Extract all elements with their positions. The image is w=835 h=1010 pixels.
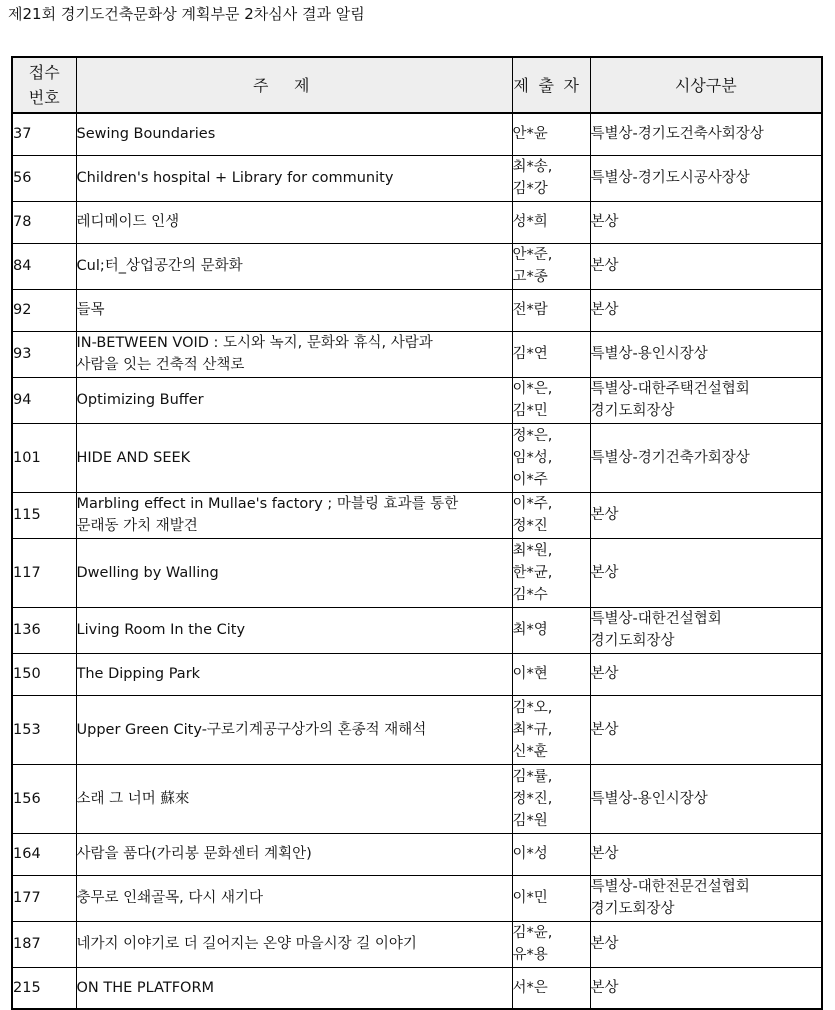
award-line: 본상 [590,846,619,862]
cell-author [512,764,590,833]
topic-line: 소래 그 너머 蘇來 [76,790,190,807]
header-number [12,57,76,113]
cell-author [512,833,590,875]
author-line: 김*윤, [512,925,553,941]
cell-topic [76,538,512,607]
table-body [12,113,822,1009]
cell-number: 93 [12,331,76,377]
cell-award [590,653,822,695]
table-row [12,331,822,377]
table-row [12,243,822,289]
award-line: 특별상-대한전문건설협회 [590,879,750,895]
cell-award [590,289,822,331]
topic-line: Optimizing Buffer [76,392,204,408]
topic-line: 충무로 인쇄골목, 다시 새기다 [76,890,264,906]
award-line: 특별상-용인시장상 [590,790,708,807]
topic-line: 사람을 잇는 건축적 산책로 [76,357,245,373]
cell-topic [76,423,512,492]
cell-author [512,967,590,1009]
cell-number: 156 [12,764,76,833]
author-line: 서*은 [512,979,548,996]
cell-award [590,243,822,289]
author-line: 고*종 [512,269,548,285]
author-line: 안*윤 [512,126,548,143]
topic-line: IN-BETWEEN VOID : 도시와 녹지, 문화와 휴식, 사람과 [76,335,433,351]
cell-topic [76,653,512,695]
cell-author [512,289,590,331]
header-award: 시상구분 [590,57,822,113]
author-line: 최*규, [512,721,553,738]
topic-line: Upper Green City-구로기계공구상가의 혼종적 재해석 [76,721,427,738]
cell-award [590,201,822,243]
author-line: 이*은, [512,381,553,397]
cell-number: 136 [12,607,76,653]
cell-award [590,764,822,833]
cell-topic [76,921,512,967]
table-row [12,423,822,492]
topic-line: Cul;터_상업공간의 문화화 [76,258,243,274]
cell-number: 92 [12,289,76,331]
cell-topic [76,331,512,377]
author-line: 정*진 [512,518,548,534]
award-line: 특별상-대한건설협회 [590,611,722,627]
cell-topic [76,875,512,921]
author-line: 이*민 [512,890,548,906]
table-row [12,764,822,833]
author-line: 김*민 [512,403,548,419]
table-row [12,201,822,243]
cell-topic [76,289,512,331]
cell-number: 115 [12,492,76,538]
header-topic: 주제 [76,57,512,113]
cell-topic [76,967,512,1009]
author-line: 이*주 [512,471,548,488]
cell-author [512,695,590,764]
topic-line: Living Room In the City [76,622,246,638]
award-line: 본상 [590,979,619,996]
cell-topic [76,155,512,201]
author-line: 이*성 [512,846,548,862]
award-line: 본상 [590,214,619,230]
table-row [12,492,822,538]
author-line: 정*진, [512,790,553,807]
cell-number: 187 [12,921,76,967]
award-line: 본상 [590,564,619,581]
cell-topic [76,492,512,538]
award-line: 특별상-대한주택건설협회 [590,381,750,397]
header-number-line-2: 번호 [28,88,60,107]
cell-topic [76,764,512,833]
author-line: 김*연 [512,346,548,362]
cell-author [512,331,590,377]
cell-number: 117 [12,538,76,607]
cell-award [590,875,822,921]
header-row [12,57,822,113]
cell-number: 94 [12,377,76,423]
topic-line: Marbling effect in Mullae's factory ; 마블링 효과를 통한 [76,496,459,512]
cell-topic [76,377,512,423]
cell-award [590,921,822,967]
author-line: 정*은, [512,427,553,444]
cell-award [590,492,822,538]
author-line: 김*오, [512,699,553,716]
table-row [12,921,822,967]
table-row [12,875,822,921]
author-line: 성*희 [512,214,548,230]
author-line: 최*송, [512,159,553,175]
award-line: 특별상-경기도건축사회장상 [590,126,764,143]
author-line: 김*수 [512,586,548,603]
cell-number: 78 [12,201,76,243]
award-line: 경기도회장상 [590,633,675,649]
cell-topic [76,201,512,243]
cell-number: 153 [12,695,76,764]
cell-award [590,607,822,653]
cell-author [512,607,590,653]
table-row [12,695,822,764]
topic-line: The Dipping Park [76,666,201,682]
award-line: 본상 [590,507,619,523]
table-row [12,113,822,155]
cell-author [512,921,590,967]
page-title: 제21회 경기도건축문화상 계획부문 2차심사 결과 알림 [8,5,365,23]
cell-award [590,695,822,764]
cell-award [590,113,822,155]
author-line: 최*영 [512,622,548,638]
cell-author [512,201,590,243]
author-line: 김*률, [512,768,553,785]
table-row [12,607,822,653]
header-author: 제출자 [512,57,590,113]
cell-author [512,155,590,201]
author-line: 이*현 [512,666,548,682]
author-line: 전*람 [512,302,548,318]
cell-number: 150 [12,653,76,695]
table-row [12,967,822,1009]
award-line: 경기도회장상 [590,403,675,419]
topic-line: 네가지 이야기로 더 길어지는 온양 마을시장 길 이야기 [76,936,417,952]
award-line: 본상 [590,936,619,952]
cell-author [512,492,590,538]
cell-topic [76,695,512,764]
award-line: 본상 [590,666,619,682]
topic-line: ON THE PLATFORM [76,979,215,996]
cell-author [512,875,590,921]
author-line: 김*원 [512,812,548,829]
author-line: 유*용 [512,947,548,963]
table-row [12,833,822,875]
author-line: 한*균, [512,564,553,581]
table-row [12,377,822,423]
header-number-line-1: 접수 [28,63,60,82]
cell-topic [76,833,512,875]
cell-award [590,538,822,607]
award-line: 경기도회장상 [590,901,675,917]
cell-number: 215 [12,967,76,1009]
cell-award [590,967,822,1009]
author-line: 신*훈 [512,743,548,760]
author-line: 이*주, [512,496,553,512]
cell-number: 56 [12,155,76,201]
topic-line: 레디메이드 인생 [76,214,180,230]
cell-award [590,377,822,423]
table-row [12,155,822,201]
topic-line: Dwelling by Walling [76,564,219,581]
results-table [11,56,823,1010]
cell-number: 177 [12,875,76,921]
cell-number: 164 [12,833,76,875]
cell-number: 37 [12,113,76,155]
award-line: 본상 [590,302,619,318]
topic-line: Sewing Boundaries [76,126,216,143]
cell-author [512,377,590,423]
award-line: 특별상-용인시장상 [590,346,708,362]
topic-line: 들목 [76,302,105,318]
author-line: 안*준, [512,247,553,263]
topic-line: HIDE AND SEEK [76,449,191,466]
award-line: 특별상-경기도시공사장상 [590,170,750,186]
award-line: 특별상-경기건축가회장상 [590,449,750,466]
cell-topic [76,243,512,289]
cell-author [512,538,590,607]
topic-line: Children's hospital + Library for community [76,170,394,186]
cell-topic [76,607,512,653]
cell-award [590,833,822,875]
cell-author [512,243,590,289]
table-row [12,538,822,607]
cell-award [590,331,822,377]
topic-line: 문래동 가치 재발견 [76,518,198,534]
table-row [12,653,822,695]
award-line: 본상 [590,721,619,738]
cell-number: 84 [12,243,76,289]
cell-topic [76,113,512,155]
cell-author [512,423,590,492]
cell-award [590,155,822,201]
cell-author [512,113,590,155]
topic-line: 사람을 품다(가리봉 문화센터 계획안) [76,846,312,862]
cell-number: 101 [12,423,76,492]
author-line: 임*성, [512,449,553,466]
cell-award [590,423,822,492]
author-line: 김*강 [512,181,548,197]
award-line: 본상 [590,258,619,274]
author-line: 최*원, [512,542,553,559]
table-row [12,289,822,331]
cell-author [512,653,590,695]
